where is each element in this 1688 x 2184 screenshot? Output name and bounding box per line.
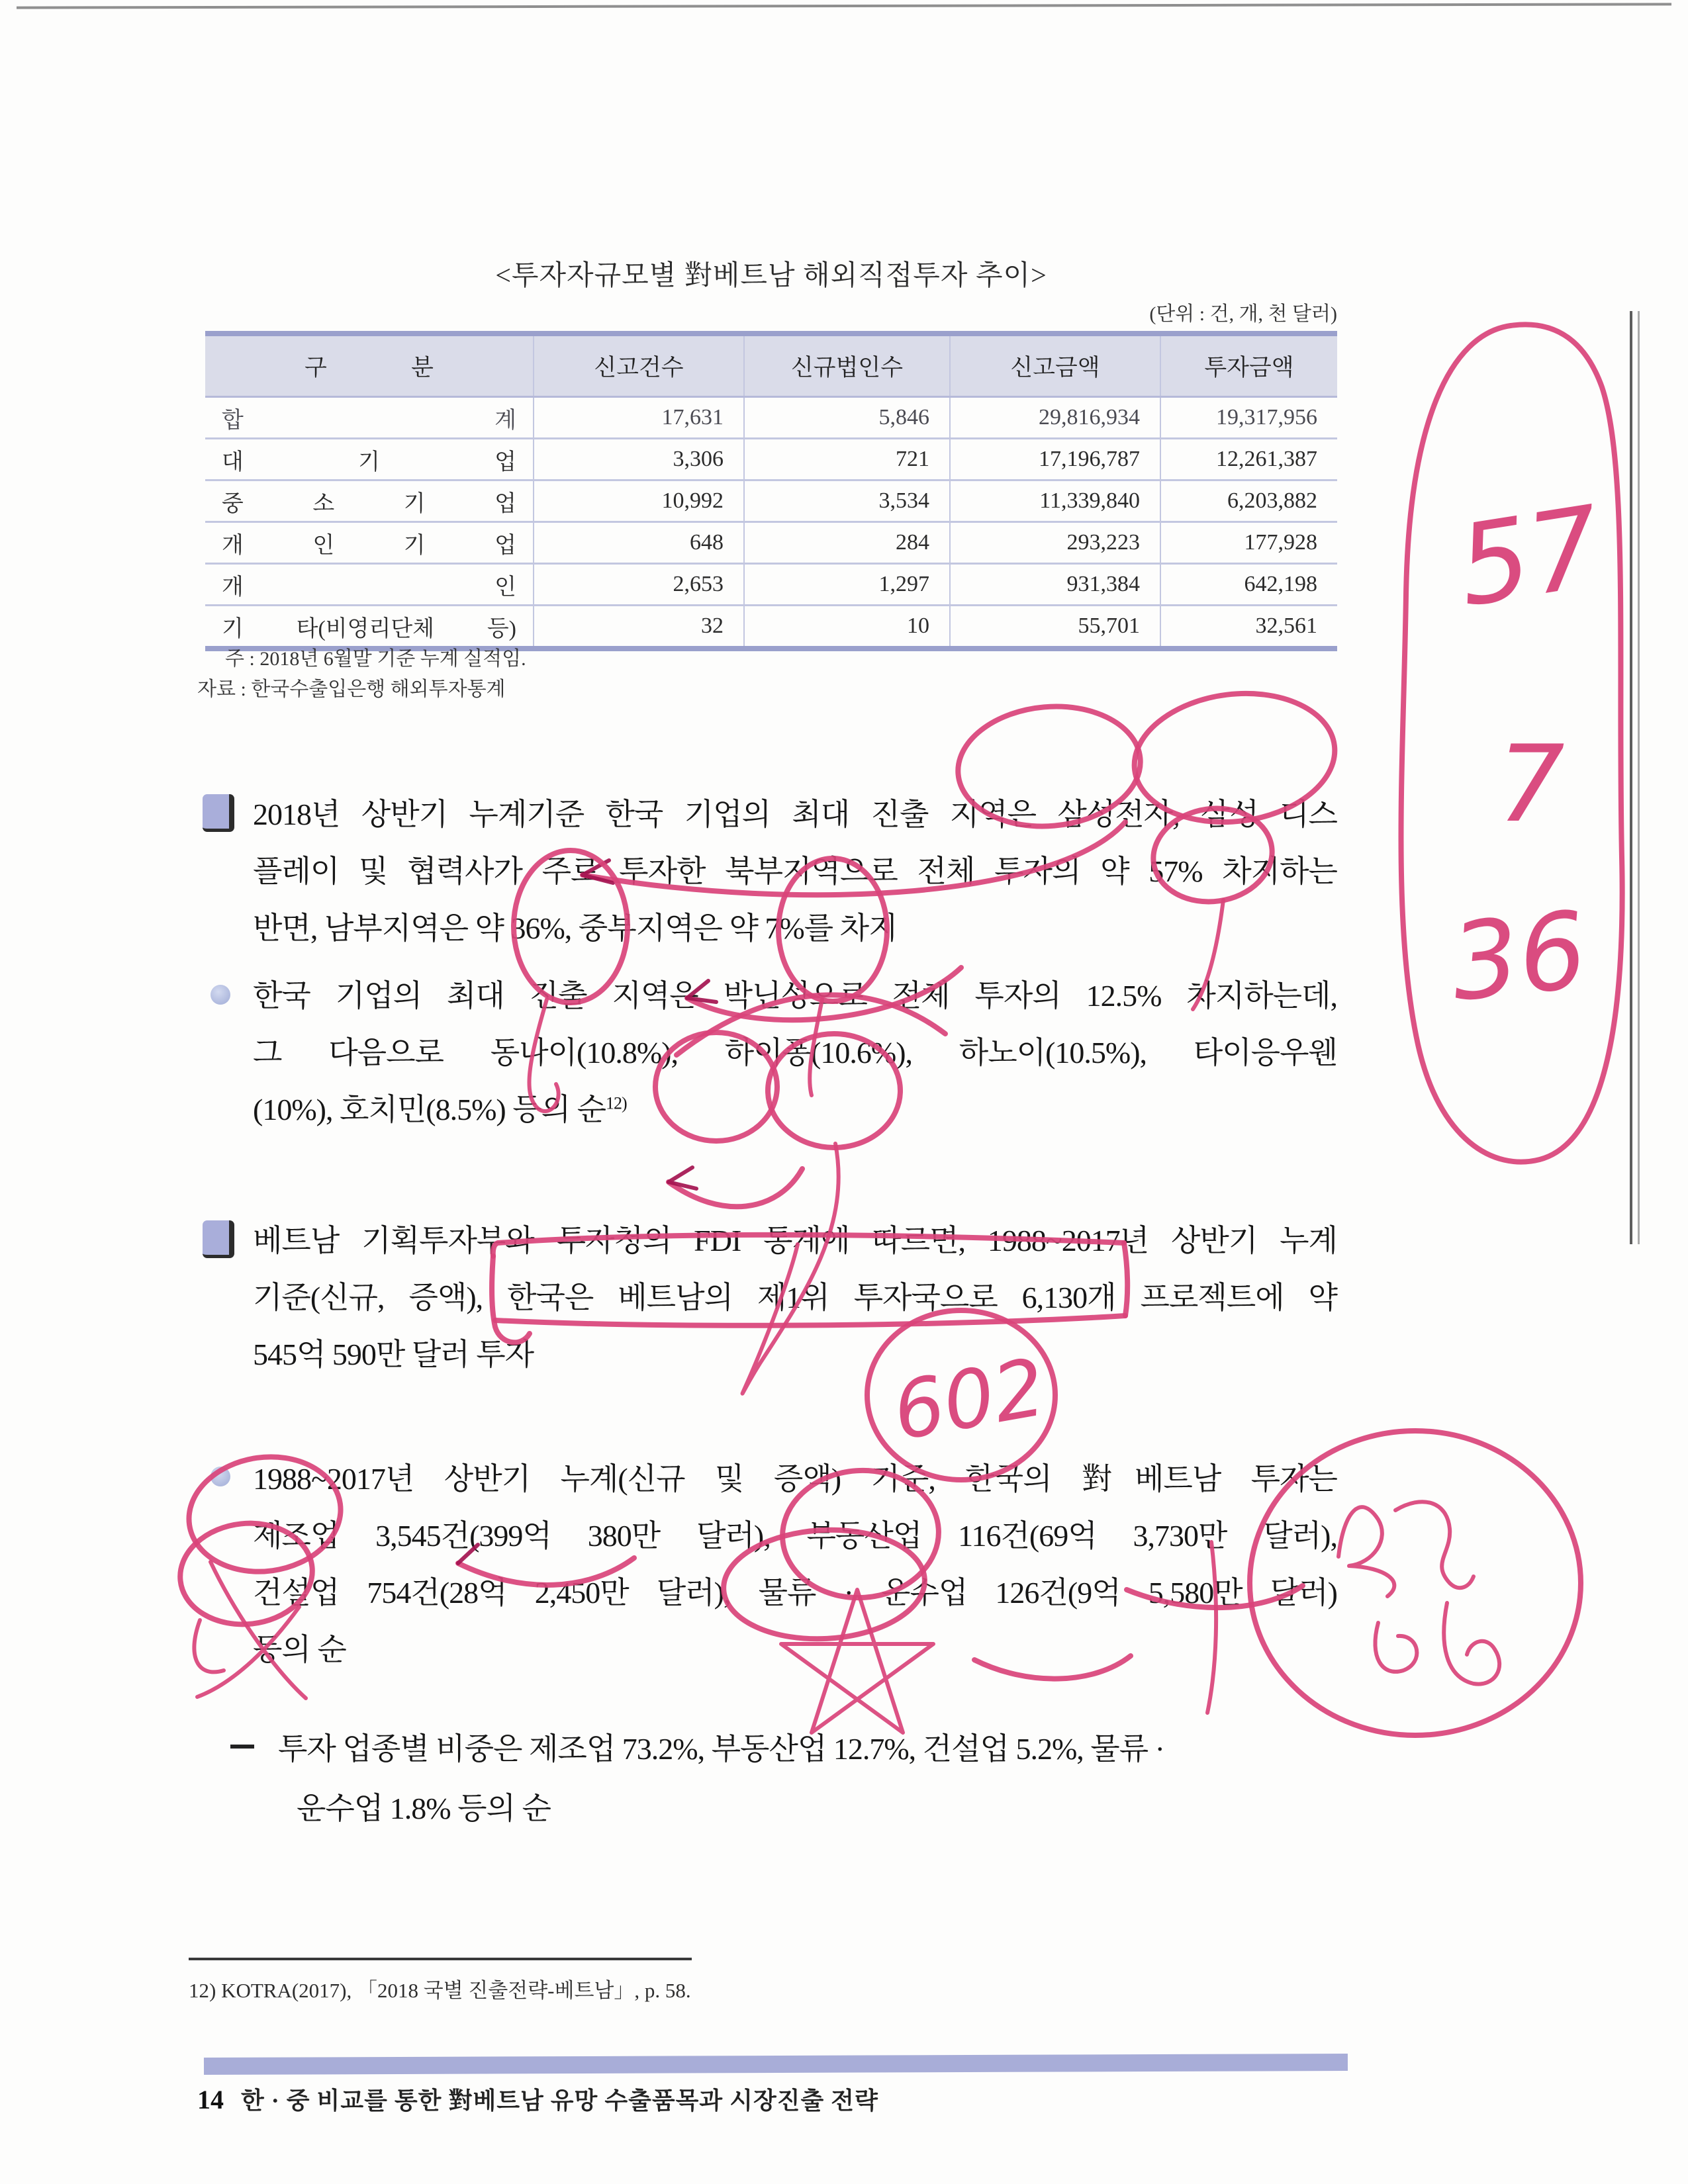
text-line: 2018년 상반기 누계기준 한국 기업의 최대 진출 지역은 삼성전자, 삼성 디스 [253, 797, 1337, 831]
table-cell: 721 [744, 439, 950, 480]
table-cell: 177,928 [1160, 522, 1337, 564]
table-header-cell: 투자금액 [1160, 334, 1337, 397]
table-header-row [205, 334, 1337, 397]
table-row [205, 564, 1337, 606]
table-row [205, 480, 1337, 522]
table-cell: 5,846 [744, 397, 950, 439]
row-label: 중 소 기 업 [205, 480, 534, 522]
scan-artifact-line [1638, 311, 1640, 1244]
round-bullet-icon [211, 1467, 230, 1486]
text-line [253, 1081, 1337, 1138]
table-row [205, 439, 1337, 480]
pen-tail [194, 1620, 224, 1672]
text-line: 건설업 754건(28억 2,450만 달러), 물류 · 운수업 126건(9억 5,580만 달러) [253, 1576, 1337, 1610]
text-segment: (10%), 호치민(8.5%) 등의 순 [253, 1093, 606, 1126]
table-cell: 10,992 [534, 480, 744, 522]
page-number: 14 [197, 2085, 224, 2115]
square-bullet-icon [203, 794, 234, 832]
handwritten-number: 57 [1449, 481, 1610, 632]
footnote-divider [189, 1958, 692, 1960]
table-cell: 17,631 [534, 397, 744, 439]
paragraph-sector-ratio [278, 1719, 1311, 1839]
page-footer [197, 2082, 878, 2116]
paragraph-sector-investment [253, 1451, 1337, 1678]
row-label: 개 인 [205, 564, 534, 606]
table-cell: 642,198 [1160, 564, 1337, 606]
row-label: 개 인 기 업 [205, 522, 534, 564]
table-cell: 17,196,787 [950, 439, 1160, 480]
table-cell: 19,317,956 [1160, 397, 1337, 439]
table-header-cell: 신고금액 [950, 334, 1160, 397]
footnote-text: 12) KOTRA(2017), 「2018 국별 진출전략-베트남」, p. 58. [189, 1979, 691, 2002]
table-cell: 55,701 [950, 606, 1160, 649]
table-cell: 6,203,882 [1160, 480, 1337, 522]
table-cell: 2,653 [534, 564, 744, 606]
text-line: 베트남 기획투자부와 투자청의 FDI 통계에 따르면, 1988~2017년 상반기 누계 [253, 1224, 1337, 1257]
handwritten-number: 36 [1445, 887, 1593, 1025]
scan-edge-line [17, 3, 1671, 9]
table-cell: 10 [744, 606, 950, 649]
footer-title: 한 · 중 비교를 통한 對베트남 유망 수출품목과 시장진출 전략 [241, 2087, 878, 2114]
text-line: 제조업 3,545건(399억 380만 달러), 부동산업 116건(69억 3,730만 달러), [253, 1519, 1337, 1553]
table-cell: 3,306 [534, 439, 744, 480]
text-line: 1988~2017년 상반기 누계(신규 및 증액) 기준, 한국의 對베트남 투자는 [253, 1462, 1337, 1496]
handwriting-scribble [1338, 1507, 1394, 1596]
handwriting-scribble [1375, 1623, 1417, 1672]
scan-artifact-line [1630, 311, 1632, 1244]
table-header-cell: 신고건수 [534, 334, 744, 397]
table-cell: 1,297 [744, 564, 950, 606]
text-line: 한국 기업의 최대 진출 지역은 박닌성으로 전체 투자의 12.5% 차지하는데, [253, 979, 1337, 1013]
table-cell: 32,561 [1160, 606, 1337, 649]
table-cell: 293,223 [950, 522, 1160, 564]
pen-arrowhead [669, 1167, 696, 1189]
text-line: 플레이 및 협력사가 주로 투자한 북부지역으로 전체 투자의 약 57% 차지하는 [253, 854, 1337, 888]
handwritten-number: 602 [886, 1342, 1052, 1459]
handwritten-number: 7 [1497, 722, 1565, 846]
table-cell: 12,261,387 [1160, 439, 1337, 480]
table-header-cell: 신규법인수 [744, 334, 950, 397]
footer-bar [204, 2054, 1348, 2075]
text-line: 그 다음으로 동나이(10.8%), 하이퐁(10.6%), 하노이(10.5%), 타이응우웬 [253, 1036, 1337, 1069]
investment-table [205, 331, 1337, 651]
table-cell: 284 [744, 522, 950, 564]
table-note: 주 : 2018년 6월말 기준 누계 실적임. [225, 648, 526, 670]
row-label: 대 기 업 [205, 439, 534, 480]
table-header-cell: 구 분 [205, 334, 534, 397]
round-bullet-icon [211, 985, 230, 1005]
text-line: 운수업 1.8% 등의 순 [297, 1792, 551, 1825]
paragraph-province-share [253, 968, 1337, 1138]
pen-margin-oval [1401, 324, 1622, 1161]
paragraph-region-share [253, 786, 1337, 957]
table-cell: 11,339,840 [950, 480, 1160, 522]
table-cell: 3,534 [744, 480, 950, 522]
text-line: 반면, 남부지역은 약 36%, 중부지역은 약 7%를 차지 [253, 911, 898, 945]
table-row [205, 522, 1337, 564]
pen-oval [1401, 324, 1622, 1161]
dash-bullet-icon [230, 1745, 254, 1749]
footnote-marker: 12) [606, 1093, 627, 1113]
text-line: 등의 순 [253, 1633, 346, 1666]
handwriting-scribble [1444, 1603, 1499, 1684]
table-cell: 32 [534, 606, 744, 649]
table-cell: 29,816,934 [950, 397, 1160, 439]
pen-arc [669, 1169, 802, 1206]
table-cell: 648 [534, 522, 744, 564]
text-line: 투자 업종별 비중은 제조업 73.2%, 부동산업 12.7%, 건설업 5.2%, 물류 · [278, 1732, 1164, 1766]
row-label: 합 계 [205, 397, 534, 439]
square-bullet-icon [203, 1220, 234, 1258]
row-label: 기 타(비영리단체 등) [205, 606, 534, 649]
paragraph-fdi-rank [253, 1212, 1337, 1383]
handwriting-scribble [1395, 1502, 1474, 1588]
table-title: <투자자규모별 對베트남 해외직접투자 추이> [495, 261, 1047, 291]
table-cell: 931,384 [950, 564, 1160, 606]
text-line: 기준(신규, 증액), 한국은 베트남의 제1위 투자국으로 6,130개 프로젝트에 약 [253, 1281, 1337, 1314]
text-line: 545억 590만 달러 투자 [253, 1338, 534, 1371]
table-row [205, 397, 1337, 439]
table-unit-note: (단위 : 건, 개, 천 달러) [1149, 303, 1337, 325]
table-source: 자료 : 한국수출입은행 해외투자통계 [197, 678, 506, 700]
